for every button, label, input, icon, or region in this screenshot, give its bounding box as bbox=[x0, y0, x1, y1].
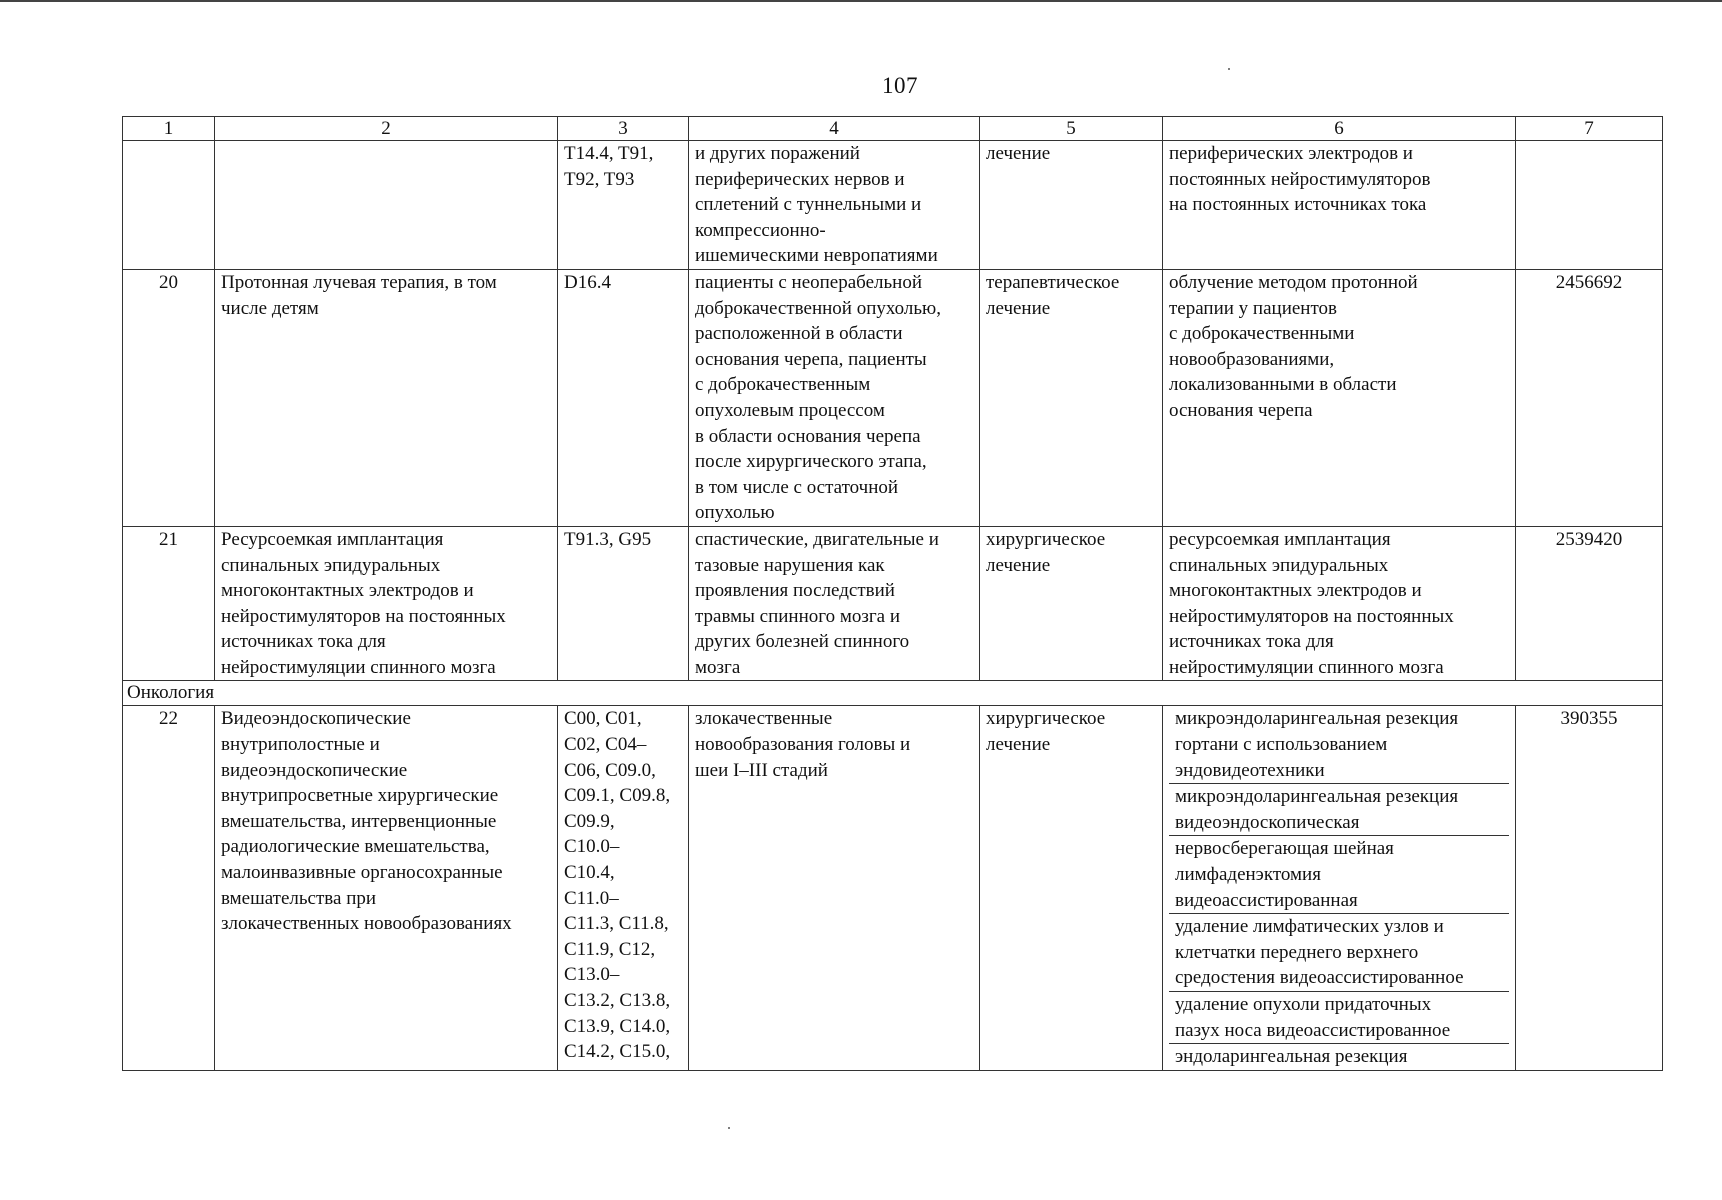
standard-cost bbox=[1516, 141, 1663, 270]
treatment-method-item: микроэндоларингеальная резекция видеоэндоскопическая bbox=[1169, 784, 1509, 836]
treatment-type: терапевтическое лечение bbox=[980, 269, 1163, 526]
table-row-continuation bbox=[123, 141, 1663, 270]
column-header: 5 bbox=[980, 117, 1163, 141]
row-number: 20 bbox=[123, 269, 215, 526]
column-header: 6 bbox=[1163, 117, 1516, 141]
icd-codes: D16.4 bbox=[558, 269, 689, 526]
treatment-method: периферических электродов и постоянных нейростимуляторов на постоянных источниках тока bbox=[1163, 141, 1516, 270]
patient-model: злокачественные новообразования головы и шеи I–III стадий bbox=[689, 706, 980, 1070]
column-header: 3 bbox=[558, 117, 689, 141]
standard-cost: 2539420 bbox=[1516, 526, 1663, 681]
icd-codes: T14.4, T91, T92, T93 bbox=[558, 141, 689, 270]
patient-model: спастические, двигательные и тазовые нарушения как проявления последствий травмы спинного мозга и других болезней спинного мозга bbox=[689, 526, 980, 681]
treatment-type: хирургическое лечение bbox=[980, 526, 1163, 681]
standard-cost: 2456692 bbox=[1516, 269, 1663, 526]
page-number: 107 bbox=[882, 73, 918, 98]
care-type-name bbox=[215, 141, 558, 270]
table-row-22 bbox=[123, 706, 1663, 1070]
patient-model: и других поражений периферических нервов и сплетений с туннельными и компрессионно- ишемическими невропатиями bbox=[689, 141, 980, 270]
column-header: 2 bbox=[215, 117, 558, 141]
row-number: 22 bbox=[123, 706, 215, 1070]
table-row-20 bbox=[123, 269, 1663, 526]
treatment-method: ресурсоемкая имплантация спинальных эпидуральных многоконтактных электродов и нейростимуляторов на постоянных источниках тока для нейростимуляции спинного мозга bbox=[1163, 526, 1516, 681]
row-number: 21 bbox=[123, 526, 215, 681]
patient-model: пациенты с неоперабельной доброкачественной опухолью, расположенной в области основания черепа, пациенты с доброкачественным опухолевым процессом в области основания черепа после хирургического этапа, в том числе с остаточной опухолью bbox=[689, 269, 980, 526]
icd-codes: C00, C01, C02, C04– C06, C09.0, C09.1, C09.8, C09.9, C10.0– C10.4, C11.0– C11.3, C11.8, C11.9, C12, C13.0– C13.2, C13.8, C13.9, C14.0, C14.2, C15.0, bbox=[558, 706, 689, 1070]
icd-codes: T91.3, G95 bbox=[558, 526, 689, 681]
treatment-method-item: нервосберегающая шейная лимфаденэктомия видеоассистированная bbox=[1169, 836, 1509, 914]
care-type-name: Видеоэндоскопические внутриполостные и видеоэндоскопические внутрипросветные хирургические вмешательства, интервенционные радиологические вмешательства, малоинвазивные органосохранные вмешательства при злокачественных новообразованиях bbox=[215, 706, 558, 1070]
column-header: 1 bbox=[123, 117, 215, 141]
row-number bbox=[123, 141, 215, 270]
treatment-method-item: микроэндоларингеальная резекция гортани с использованием эндовидеотехники bbox=[1169, 706, 1509, 784]
care-type-name: Протонная лучевая терапия, в том числе детям bbox=[215, 269, 558, 526]
treatment-methods-list bbox=[1163, 706, 1516, 1070]
medical-care-table bbox=[122, 116, 1663, 1071]
standard-cost: 390355 bbox=[1516, 706, 1663, 1070]
section-heading: Онкология bbox=[123, 681, 1663, 706]
treatment-method-item: удаление лимфатических узлов и клетчатки переднего верхнего средостения видеоассистированное bbox=[1169, 914, 1509, 992]
treatment-method: облучение методом протонной терапии у пациентов с доброкачественными новообразованиями, локализованными в области основания черепа bbox=[1163, 269, 1516, 526]
column-number-row bbox=[123, 117, 1663, 141]
scan-speck bbox=[728, 1127, 730, 1129]
column-header: 4 bbox=[689, 117, 980, 141]
page-top-edge bbox=[0, 0, 1722, 2]
section-row-oncology bbox=[123, 681, 1663, 706]
care-type-name: Ресурсоемкая имплантация спинальных эпидуральных многоконтактных электродов и нейростимуляторов на постоянных источниках тока для нейростимуляции спинного мозга bbox=[215, 526, 558, 681]
table-row-21 bbox=[123, 526, 1663, 681]
treatment-method-item: удаление опухоли придаточных пазух носа видеоассистированное bbox=[1169, 992, 1509, 1044]
treatment-type: лечение bbox=[980, 141, 1163, 270]
treatment-type: хирургическое лечение bbox=[980, 706, 1163, 1070]
scan-speck bbox=[1228, 68, 1230, 70]
column-header: 7 bbox=[1516, 117, 1663, 141]
treatment-method-item: эндоларингеальная резекция bbox=[1175, 1046, 1408, 1068]
